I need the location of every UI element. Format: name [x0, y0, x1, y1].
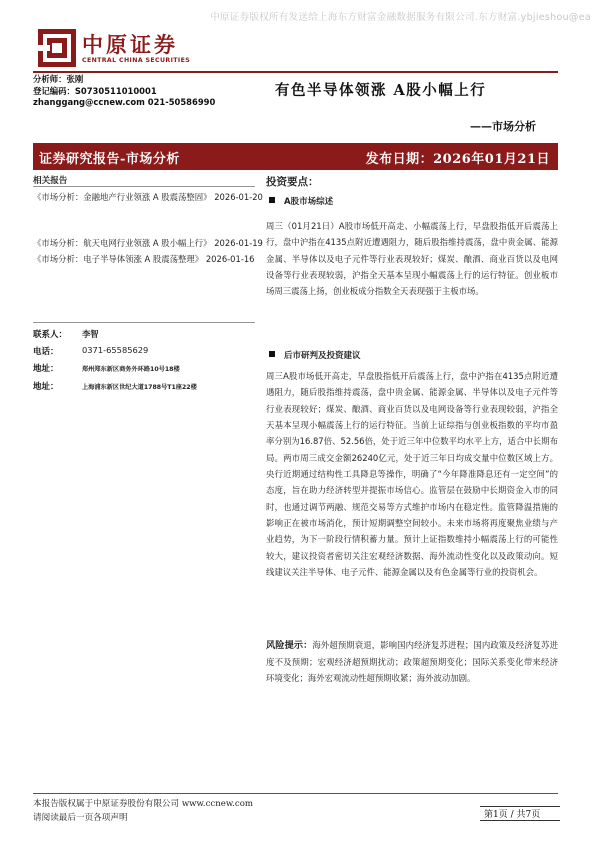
contact-person-label: 联系人：	[33, 330, 68, 340]
analyst-name: 分析师：张刚	[33, 74, 84, 84]
report-subtitle: ——市场分析	[470, 120, 536, 133]
brand-name-en: CENTRAL CHINA SECURITIES	[82, 57, 191, 64]
risk-warning	[266, 637, 558, 687]
risk-label: 风险提示：	[266, 640, 313, 651]
contact-address-zhengzhou: 郑州郑东新区商务外环路10号18楼	[82, 366, 180, 373]
related-divider	[33, 186, 255, 187]
section-heading-market-review	[284, 195, 333, 207]
contact-person: 李智	[82, 329, 99, 339]
footer-copyright: 本报告版权属于中原证券股份有限公司 www.ccnew.com	[33, 799, 254, 809]
related-report-item[interactable]: 《市场分析：金融地产行业领涨 A 股震荡整固》 2026-01-20	[33, 192, 263, 202]
footer-disclaimer-note: 请阅读最后一页各项声明	[33, 813, 128, 823]
section-heading-text: A股市场综述	[284, 197, 334, 207]
page-number: 第1页 / 共7页	[484, 810, 541, 820]
related-report-item[interactable]: 《市场分析：航天电网行业领涨 A 股小幅上行》 2026-01-19	[33, 238, 263, 248]
analyst-contact: zhanggang@ccnew.com 021-50586990	[33, 97, 216, 107]
analyst-cert: 登记编码：S0730511010001	[33, 86, 157, 96]
contact-address-label: 地址：	[33, 364, 59, 374]
outlook-text: 周三A股市场低开高走，早盘股指低开后震荡上行，盘中沪指在4135点附近遭遇阻力，随后股指维持震荡，盘中贵金属、能源金属、半导体以及电子元件等行业表现较好；煤炭、酿酒、商业百货以及电网设备等行业表现较弱，沪指全天基本呈现小幅震荡上行的运行特征。当前上证综指与创业板指数的平均市盈率分别为16.87倍、52.56倍，处于近三年中位数平均水平上方，适合中长期布局。两市周三成交金额26240亿元，处于近三年日均成交量中位数区域上方。央行近期通过结构性工具降息等操作，明确了“今年降准降息还有一定空间”的态度，旨在助力经济转型并提振市场信心。监管层在鼓励中长期资金入市的同时，也通过调节两融、规范交易等方式维护市场内在稳定性。监管降温措施的影响正在被市场消化，预计短期调整空间较小。未来市场将再度聚焦业绩与产业趋势，为下一阶段行情积蓄力量。预计上证指数维持小幅震荡上行的可能性较大，建议投资者密切关注宏观经济数据、海外流动性变化以及政策动向。短线建议关注半导体、电子元件、能源金属以及有色金属等行业的投资机会。	[266, 371, 558, 578]
related-report-item[interactable]: 《市场分析：电子半导体领涨 A 股震荡整理》 2026-01-16	[33, 254, 255, 264]
contact-phone: 0371-65585629	[82, 345, 149, 355]
report-banner	[33, 143, 558, 170]
section-heading-text: 后市研判及投资建议	[284, 351, 361, 361]
publish-date: 发布日期：2026年01月21日	[365, 152, 550, 167]
report-title: 有色半导体领涨 A股小幅上行	[275, 82, 487, 99]
header-divider	[33, 71, 558, 73]
market-review-text: 周三（01月21日）A股市场低开高走、小幅震荡上行，早盘股指低开后震荡上行，盘中沪指在4135点附近遭遇阻力，随后股指维持震荡，盘中贵金属、能源金属、半导体以及电子元件等行业表现较好；煤炭、酿酒、商业百货以及电网设备等行业表现较弱，沪指全天基本呈现小幅震荡上行的运行特征。创业板市场周三震荡上扬，创业板成分指数全天表现强于主板市场。	[266, 221, 558, 297]
investment-points-label: 投资要点：	[266, 176, 319, 188]
brand-name: 中原证券	[82, 32, 178, 57]
section-heading-outlook	[284, 349, 361, 361]
contact-address-label: 地址：	[33, 382, 59, 392]
square-bullet-icon	[269, 197, 275, 203]
report-type: 证券研究报告-市场分析	[39, 152, 180, 167]
watermark-text: 中原证券版权所有发送给上海东方财富金融数据服务有限公司.东方财富.ybjieshou@ea	[210, 12, 591, 23]
risk-text: 海外超预期衰退，影响国内经济复苏进程；国内政策及经济复苏进度不及预期；宏观经济超预期扰动；政策超预期变化；国际关系变化带来经济环境变化；海外宏观流动性超预期收紧；海外波动加剧。	[266, 640, 558, 684]
footer-divider	[33, 793, 558, 794]
contact-address-shanghai: 上海浦东新区世纪大道1788号T1座22楼	[82, 384, 197, 391]
contact-divider	[33, 322, 255, 323]
contact-phone-label: 电话：	[33, 347, 59, 357]
square-bullet-icon	[269, 351, 275, 357]
related-reports-label: 相关报告	[33, 176, 68, 186]
